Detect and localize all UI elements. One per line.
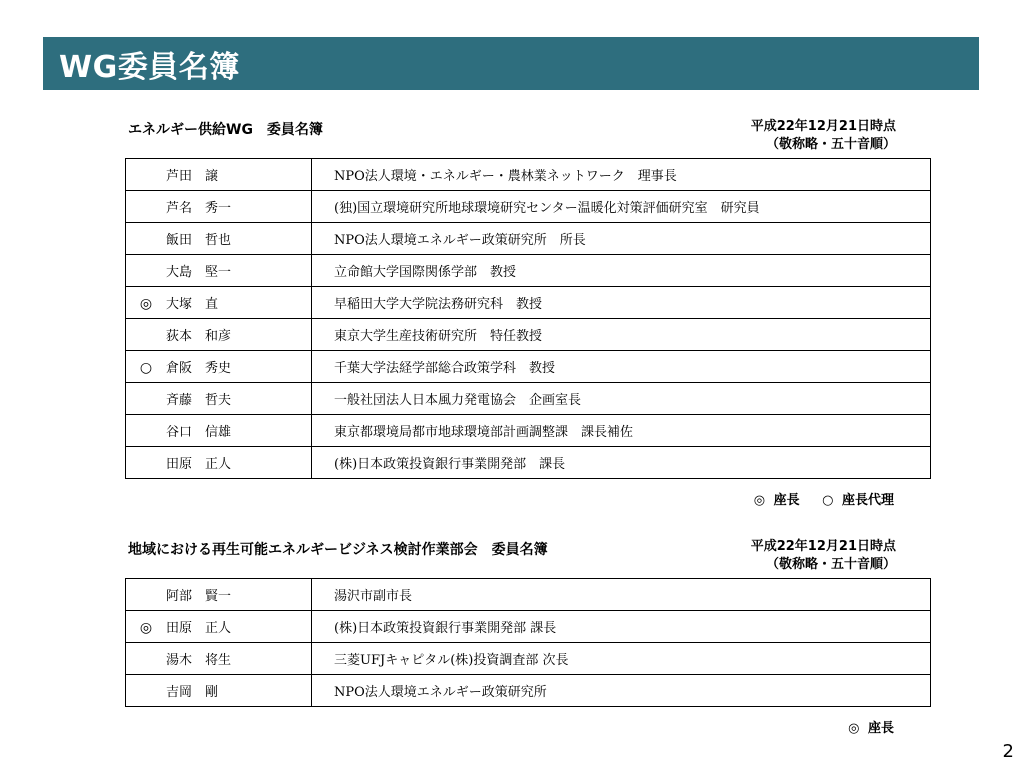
table-row <box>126 319 931 351</box>
wg2-order-note: （敬称略・五十音順） <box>765 557 896 572</box>
vice-chair-legend-label: 座長代理 <box>841 493 894 508</box>
member-affiliation: (株)日本政策投資銀行事業開発部 課長 <box>312 447 931 479</box>
chair-mark: ◎ <box>139 296 153 312</box>
member-name: 芦田 譲 <box>166 169 219 184</box>
member-name: 大塚 直 <box>166 297 219 312</box>
table-row <box>126 579 931 611</box>
member-name: 吉岡 剛 <box>166 685 219 700</box>
table-row <box>126 447 931 479</box>
wg1-date: 平成22年12月21日時点 <box>750 119 896 134</box>
member-name: 倉阪 秀史 <box>166 361 232 376</box>
member-affiliation: 東京都環境局都市地球環境部計画調整課 課長補佐 <box>312 415 931 447</box>
member-affiliation: 東京大学生産技術研究所 特任教授 <box>312 319 931 351</box>
page-title: WG委員名簿 <box>43 37 979 90</box>
table-row <box>126 223 931 255</box>
member-name: 飯田 哲也 <box>166 233 232 248</box>
member-name: 田原 正人 <box>166 621 232 636</box>
member-name: 芦名 秀一 <box>166 201 232 216</box>
member-affiliation: NPO法人環境エネルギー政策研究所 <box>312 675 931 707</box>
wg2-member-table <box>125 578 931 707</box>
vice-chair-mark: ○ <box>139 360 153 376</box>
chair-mark: ◎ <box>139 620 153 636</box>
member-affiliation: 三菱UFJキャピタル(株)投資調査部 次長 <box>312 643 931 675</box>
chair-legend-mark: ◎ <box>848 721 860 736</box>
member-affiliation: NPO法人環境・エネルギー・農林業ネットワーク 理事長 <box>312 159 931 191</box>
member-name: 阿部 賢一 <box>166 589 232 604</box>
table-row <box>126 675 931 707</box>
table-row <box>126 191 931 223</box>
wg2-title: 地域における再生可能エネルギービジネス検討作業部会 委員名簿 <box>128 542 548 558</box>
member-affiliation: NPO法人環境エネルギー政策研究所 所長 <box>312 223 931 255</box>
member-affiliation: 立命館大学国際関係学部 教授 <box>312 255 931 287</box>
member-affiliation: 千葉大学法経学部総合政策学科 教授 <box>312 351 931 383</box>
member-affiliation: 一般社団法人日本風力発電協会 企画室長 <box>312 383 931 415</box>
chair-legend-label: 座長 <box>773 493 800 508</box>
table-row <box>126 415 931 447</box>
member-affiliation: 湯沢市副市長 <box>312 579 931 611</box>
member-affiliation: 早稲田大学大学院法務研究科 教授 <box>312 287 931 319</box>
member-name: 湯木 将生 <box>166 653 232 668</box>
member-name: 斉藤 哲夫 <box>166 393 232 408</box>
wg2-date: 平成22年12月21日時点 <box>750 539 896 554</box>
member-affiliation: (株)日本政策投資銀行事業開発部 課長 <box>312 611 931 643</box>
table-row <box>126 287 931 319</box>
wg2-legend <box>844 717 894 736</box>
member-name: 田原 正人 <box>166 457 232 472</box>
table-row <box>126 159 931 191</box>
chair-legend-label: 座長 <box>867 721 894 736</box>
table-row <box>126 351 931 383</box>
table-row <box>126 611 931 643</box>
wg1-as-of <box>751 118 896 154</box>
wg2-as-of <box>751 538 896 574</box>
wg1-legend <box>750 489 894 508</box>
table-row <box>126 383 931 415</box>
vice-chair-legend-mark: ○ <box>822 493 834 508</box>
table-row <box>126 255 931 287</box>
wg1-title: エネルギー供給WG 委員名簿 <box>128 122 323 138</box>
member-name: 大島 堅一 <box>166 265 232 280</box>
member-name: 谷口 信雄 <box>166 425 232 440</box>
chair-legend-mark: ◎ <box>753 493 766 508</box>
page-number: 2 <box>1002 741 1014 762</box>
member-affiliation: (独)国立環境研究所地球環境研究センター温暖化対策評価研究室 研究員 <box>312 191 931 223</box>
wg1-order-note: （敬称略・五十音順） <box>765 137 896 152</box>
member-name: 荻本 和彦 <box>166 329 232 344</box>
table-row <box>126 643 931 675</box>
wg1-member-table <box>125 158 931 479</box>
